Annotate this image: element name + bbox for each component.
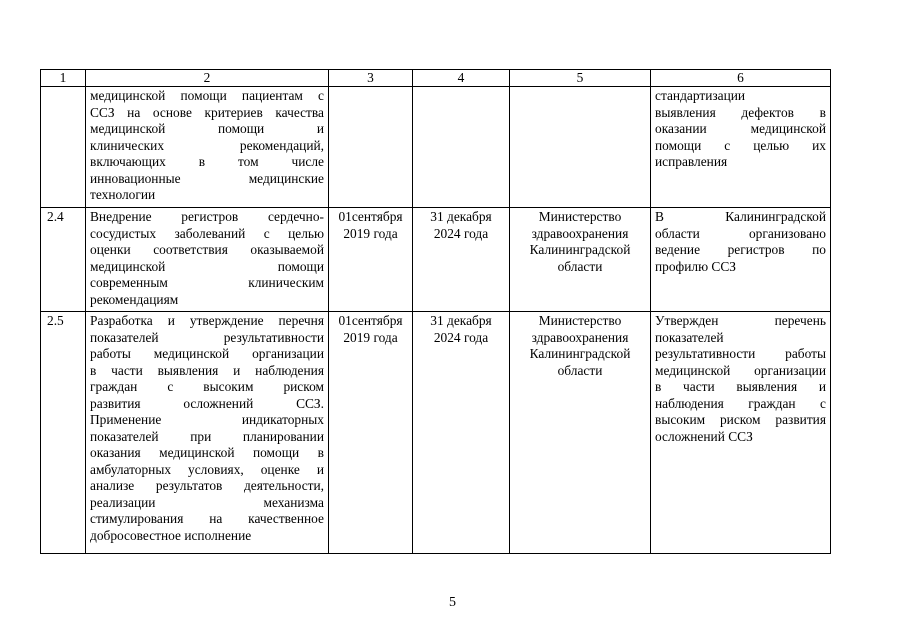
text-line: амбулаторных условиях, оценке и [90,461,324,477]
row-number: 2.4 [41,208,86,312]
measure-description [86,208,329,312]
expected-result [651,87,831,208]
table-row [41,208,831,312]
text-line: развития осложнений ССЗ. [90,395,324,411]
text-line: в части выявления и [655,379,826,394]
column-header: 2 [86,70,329,87]
page-number: 5 [449,595,456,610]
text-line: оказания медицинской помощи в [90,445,324,460]
text-line: осложнений ССЗ [655,428,753,444]
text-line: медицинской организации [655,362,826,378]
end-date [413,87,510,208]
text-line: инновационные медицинские [90,170,324,186]
text-line: В Калининградской [655,209,826,224]
text-line: Применение индикаторных [90,412,324,427]
text-line: выявления дефектов в [655,104,826,120]
column-header: 3 [329,70,413,87]
text-line: добросовестное исполнение [90,527,252,543]
text-line: медицинской помощи и [90,121,324,136]
text-line: современным клиническим [90,275,324,290]
text-line: реализации механизма [90,494,324,510]
column-header: 4 [413,70,510,87]
row-number [41,87,86,208]
text-line: анализе результатов деятельности, [90,478,324,493]
measures-table [40,69,831,554]
text-line: Разработка и утверждение перечня [90,313,324,328]
text-line: ССЗ на основе критериев качества [90,104,324,120]
executor: Министерство здравоохранения Калининградской области [510,208,651,312]
text-line: показателей при планировании [90,428,324,444]
text-line: профилю ССЗ [655,258,737,274]
start-date [329,87,413,208]
end-date: 31 декабря 2024 года [413,208,510,312]
start-date: 01сентября 2019 года [329,208,413,312]
executor: Министерство здравоохранения Калининградской области [510,312,651,554]
column-header: 1 [41,70,86,87]
text-line: Внедрение регистров сердечно- [90,209,324,224]
text-line: медицинской помощи [90,258,324,274]
text-line: Утвержден перечень [655,313,826,328]
table-row [41,87,831,208]
executor [510,87,651,208]
measure-description [86,87,329,208]
start-date: 01сентября 2019 года [329,312,413,554]
text-line: технологии [90,187,156,202]
text-line: стандартизации [655,88,746,103]
text-line: помощи с целью их [655,137,826,153]
text-line: результативности работы [655,346,826,361]
text-line: наблюдения граждан с [655,395,826,411]
text-line: медицинской помощи пациентам с [90,88,324,103]
header-row [41,70,831,87]
text-line: работы медицинской организации [90,346,324,361]
text-line: клинических рекомендаций, [90,137,324,153]
measure-description [86,312,329,554]
expected-result [651,208,831,312]
text-line: граждан с высоким риском [90,379,324,394]
text-line: показателей результативности [90,329,324,345]
row-number: 2.5 [41,312,86,554]
text-line: показателей [655,329,724,345]
text-line: включающих в том числе [90,154,324,169]
text-line: области организовано [655,225,826,241]
table-row [41,312,831,554]
text-line: исправления [655,154,728,169]
text-line: стимулирования на качественное [90,511,324,526]
text-line: рекомендациям [90,291,179,307]
column-header: 6 [651,70,831,87]
text-line: оказании медицинской [655,121,826,136]
column-header: 5 [510,70,651,87]
text-line: в части выявления и наблюдения [90,362,324,378]
text-line: высоким риском развития [655,412,826,427]
text-line: оценки соответствия оказываемой [90,242,324,257]
expected-result [651,312,831,554]
text-line: ведение регистров по [655,242,826,257]
text-line: сосудистых заболеваний с целью [90,225,324,241]
end-date: 31 декабря 2024 года [413,312,510,554]
